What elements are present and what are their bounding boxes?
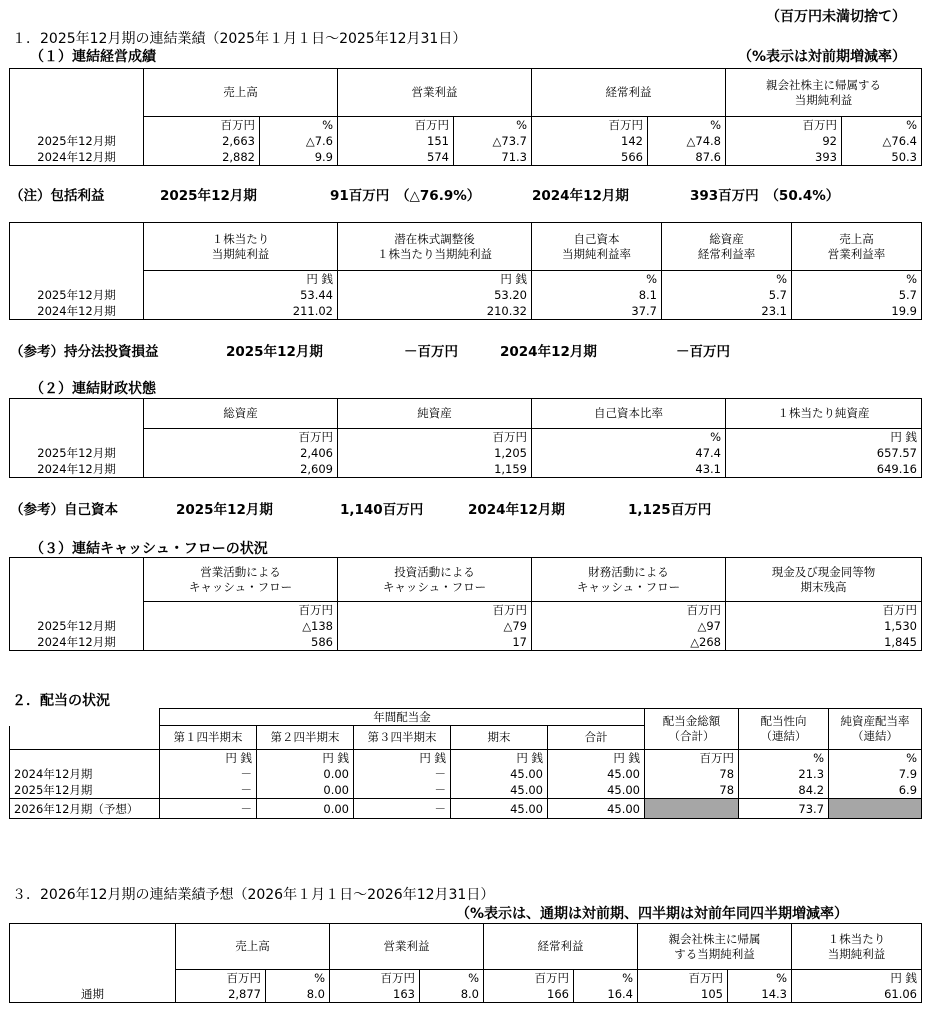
unit-cell: % — [532, 271, 662, 288]
operating-results-table — [9, 68, 922, 166]
col-header: 経常利益 — [484, 924, 638, 970]
col-header: 売上高 — [144, 69, 338, 117]
unit-cell: 円 銭 — [792, 970, 922, 987]
cell: 166 — [484, 986, 574, 1003]
cell: △73.7 — [454, 133, 532, 149]
section3-title: ３．2026年12月期の連結業績予想（2026年１月１日～2026年12月31日） — [12, 887, 495, 903]
shaded-cell — [829, 799, 922, 819]
col-header: 純資産配当率 （連結） — [829, 709, 922, 750]
cell: 163 — [330, 986, 420, 1003]
cell: 393 — [726, 149, 842, 166]
col-header: 営業利益 — [338, 69, 532, 117]
table-row — [10, 445, 922, 461]
cell: 0.00 — [257, 782, 354, 799]
cell: 1,845 — [726, 634, 922, 651]
dividends-table — [9, 708, 922, 819]
cell: 50.3 — [842, 149, 922, 166]
cell: 45.00 — [451, 766, 548, 782]
note-label: （参考）自己資本 — [10, 502, 118, 518]
unit-note: （百万円未満切捨て） — [766, 9, 906, 25]
note-value: －百万円 — [676, 344, 730, 360]
table-row — [10, 287, 922, 303]
unit-cell: % — [454, 117, 532, 134]
cell: － — [160, 782, 257, 799]
row-label: 2025年12月期 — [10, 287, 144, 303]
cell: 78 — [645, 782, 739, 799]
cell: 211.02 — [144, 303, 338, 320]
cell: 6.9 — [829, 782, 922, 799]
col-header: １株当たり 当期純利益 — [792, 924, 922, 970]
row-label: 2026年12月期（予想） — [10, 799, 160, 819]
shaded-cell — [645, 799, 739, 819]
forecast-table — [9, 923, 922, 1003]
cell: 14.3 — [728, 986, 792, 1003]
unit-cell: % — [842, 117, 922, 134]
col-header: 親会社株主に帰属 する当期純利益 — [638, 924, 792, 970]
cell: 87.6 — [648, 149, 726, 166]
cell: △79 — [338, 618, 532, 634]
table-row — [10, 986, 922, 1003]
col-header: 配当性向 （連結） — [739, 709, 829, 750]
unit-cell: 円 銭 — [257, 750, 354, 767]
cell: 105 — [638, 986, 728, 1003]
unit-cell: 円 銭 — [160, 750, 257, 767]
col-header: 潜在株式調整後 １株当たり当期純利益 — [338, 223, 532, 271]
ratios-table — [9, 222, 922, 320]
cell: 0.00 — [257, 766, 354, 782]
col-header: 合計 — [548, 726, 645, 750]
unit-cell: 百万円 — [726, 117, 842, 134]
row-label: 2024年12月期 — [10, 634, 144, 651]
pct-note: （%表示は対前期増減率） — [738, 49, 907, 65]
row-label: 2024年12月期 — [10, 461, 144, 478]
cell: 649.16 — [726, 461, 922, 478]
note-period: 2025年12月期 — [226, 344, 323, 360]
col-header: 年間配当金 — [160, 709, 645, 726]
cell: 53.44 — [144, 287, 338, 303]
cell: 5.7 — [662, 287, 792, 303]
cell: 53.20 — [338, 287, 532, 303]
table-row — [10, 149, 922, 166]
cell: 43.1 — [532, 461, 726, 478]
cell: 2,663 — [144, 133, 260, 149]
unit-cell: % — [792, 271, 922, 288]
cell: 8.1 — [532, 287, 662, 303]
cell: 657.57 — [726, 445, 922, 461]
col-header: 営業活動による キャッシュ・フロー — [144, 558, 338, 602]
cell: － — [354, 782, 451, 799]
cell: 61.06 — [792, 986, 922, 1003]
col-header: 純資産 — [338, 399, 532, 429]
cell: 2,406 — [144, 445, 338, 461]
table-row — [10, 618, 922, 634]
cell: 586 — [144, 634, 338, 651]
unit-cell: % — [662, 271, 792, 288]
col-header: 財務活動による キャッシュ・フロー — [532, 558, 726, 602]
col-header: 売上高 営業利益率 — [792, 223, 922, 271]
table-row — [10, 303, 922, 320]
row-label: 2024年12月期 — [10, 303, 144, 320]
cell: 45.00 — [451, 782, 548, 799]
unit-cell: % — [260, 117, 338, 134]
cell: 23.1 — [662, 303, 792, 320]
cell: 0.00 — [257, 799, 354, 819]
cell: △74.8 — [648, 133, 726, 149]
col-header: １株当たり 当期純利益 — [144, 223, 338, 271]
cell: 2,877 — [176, 986, 266, 1003]
section2-title: ２．配当の状況 — [12, 693, 110, 709]
unit-cell: 百万円 — [144, 117, 260, 134]
unit-cell: 円 銭 — [548, 750, 645, 767]
cell: － — [160, 766, 257, 782]
unit-cell: 円 銭 — [726, 429, 922, 446]
col-header: 第３四半期末 — [354, 726, 451, 750]
row-label: 2025年12月期 — [10, 618, 144, 634]
unit-cell: 百万円 — [532, 602, 726, 619]
col-header: 自己資本比率 — [532, 399, 726, 429]
cell: 2,609 — [144, 461, 338, 478]
unit-cell: 百万円 — [338, 602, 532, 619]
unit-cell: % — [829, 750, 922, 767]
col-header: 第１四半期末 — [160, 726, 257, 750]
cell: △7.6 — [260, 133, 338, 149]
col-header: 現金及び現金同等物 期末残高 — [726, 558, 922, 602]
unit-cell: 百万円 — [645, 750, 739, 767]
unit-cell: 百万円 — [330, 970, 420, 987]
unit-cell: 円 銭 — [144, 271, 338, 288]
cell: 5.7 — [792, 287, 922, 303]
cell: 92 — [726, 133, 842, 149]
col-header: 営業利益 — [330, 924, 484, 970]
corner-cell — [10, 69, 144, 117]
unit-cell: 百万円 — [726, 602, 922, 619]
note-period: 2024年12月期 — [500, 344, 597, 360]
cell: 210.32 — [338, 303, 532, 320]
cell: 17 — [338, 634, 532, 651]
forecast-pct-note: （%表示は、通期は対前期、四半期は対前年同四半期増減率） — [456, 906, 849, 922]
cell: － — [354, 766, 451, 782]
cell: 45.00 — [548, 766, 645, 782]
col-header: 配当金総額 （合計） — [645, 709, 739, 750]
cell: 574 — [338, 149, 454, 166]
col-header: 総資産 — [144, 399, 338, 429]
col-header: 親会社株主に帰属する 当期純利益 — [726, 69, 922, 117]
cell: 71.3 — [454, 149, 532, 166]
cell: △97 — [532, 618, 726, 634]
unit-cell: % — [739, 750, 829, 767]
section1-1-title: （１）連結経営成績 — [30, 49, 156, 65]
note-period: 2024年12月期 — [532, 188, 629, 204]
cell: △268 — [532, 634, 726, 651]
cell: 37.7 — [532, 303, 662, 320]
col-header: 自己資本 当期純利益率 — [532, 223, 662, 271]
unit-cell: 円 銭 — [451, 750, 548, 767]
cell: － — [354, 799, 451, 819]
cell: 16.4 — [574, 986, 638, 1003]
row-label: 2025年12月期 — [10, 133, 144, 149]
forecast-row — [10, 799, 922, 819]
note-period: 2025年12月期 — [160, 188, 257, 204]
cell: 2,882 — [144, 149, 260, 166]
table-row — [10, 461, 922, 478]
section1-2-title: （２）連結財政状態 — [30, 381, 156, 397]
col-header: 経常利益 — [532, 69, 726, 117]
unit-cell: 円 銭 — [354, 750, 451, 767]
note-label: （参考）持分法投資損益 — [10, 344, 159, 360]
cell: 78 — [645, 766, 739, 782]
unit-cell: 百万円 — [176, 970, 266, 987]
note-value: －百万円 — [404, 344, 458, 360]
col-header: １株当たり純資産 — [726, 399, 922, 429]
section1-3-title: （３）連結キャッシュ・フローの状況 — [30, 541, 268, 557]
cell: 566 — [532, 149, 648, 166]
cell: 9.9 — [260, 149, 338, 166]
unit-cell: 百万円 — [532, 117, 648, 134]
unit-cell: % — [648, 117, 726, 134]
note-period: 2025年12月期 — [176, 502, 273, 518]
cash-flow-table — [9, 557, 922, 651]
note-value: 1,125百万円 — [628, 502, 712, 518]
unit-cell: 百万円 — [338, 117, 454, 134]
cell: 47.4 — [532, 445, 726, 461]
row-label: 2024年12月期 — [10, 149, 144, 166]
note-value: 91百万円 （△76.9%） — [330, 188, 481, 204]
unit-cell: 百万円 — [338, 429, 532, 446]
cell: 142 — [532, 133, 648, 149]
unit-cell: 百万円 — [484, 970, 574, 987]
cell: △76.4 — [842, 133, 922, 149]
cell: 151 — [338, 133, 454, 149]
unit-cell: 円 銭 — [338, 271, 532, 288]
section1-title: １．2025年12月期の連結業績（2025年１月１日～2025年12月31日） — [12, 31, 467, 47]
note-label: （注）包括利益 — [10, 188, 105, 204]
row-label: 2025年12月期 — [10, 445, 144, 461]
unit-cell: % — [574, 970, 638, 987]
cell: 7.9 — [829, 766, 922, 782]
cell: 45.00 — [451, 799, 548, 819]
note-value: 1,140百万円 — [340, 502, 424, 518]
col-header: 第２四半期末 — [257, 726, 354, 750]
cell: △138 — [144, 618, 338, 634]
table-row — [10, 133, 922, 149]
unit-cell: 百万円 — [638, 970, 728, 987]
cell: － — [160, 799, 257, 819]
unit-cell: % — [532, 429, 726, 446]
unit-cell: 百万円 — [144, 429, 338, 446]
cell: 1,530 — [726, 618, 922, 634]
note-value: 393百万円 （50.4%） — [690, 188, 840, 204]
table-row — [10, 782, 922, 799]
cell: 45.00 — [548, 782, 645, 799]
col-header: 売上高 — [176, 924, 330, 970]
row-label: 通期 — [10, 986, 176, 1003]
financial-position-table — [9, 398, 922, 478]
unit-cell: 百万円 — [144, 602, 338, 619]
cell: 8.0 — [420, 986, 484, 1003]
unit-cell: % — [420, 970, 484, 987]
table-row — [10, 766, 922, 782]
col-header: 投資活動による キャッシュ・フロー — [338, 558, 532, 602]
note-period: 2024年12月期 — [468, 502, 565, 518]
cell: 73.7 — [739, 799, 829, 819]
cell: 1,205 — [338, 445, 532, 461]
unit-cell: % — [728, 970, 792, 987]
cell: 84.2 — [739, 782, 829, 799]
row-label: 2024年12月期 — [10, 766, 160, 782]
col-header: 期末 — [451, 726, 548, 750]
unit-cell: % — [266, 970, 330, 987]
cell: 19.9 — [792, 303, 922, 320]
cell: 21.3 — [739, 766, 829, 782]
cell: 8.0 — [266, 986, 330, 1003]
col-header: 総資産 経常利益率 — [662, 223, 792, 271]
row-label: 2025年12月期 — [10, 782, 160, 799]
cell: 45.00 — [548, 799, 645, 819]
table-row — [10, 634, 922, 651]
cell: 1,159 — [338, 461, 532, 478]
